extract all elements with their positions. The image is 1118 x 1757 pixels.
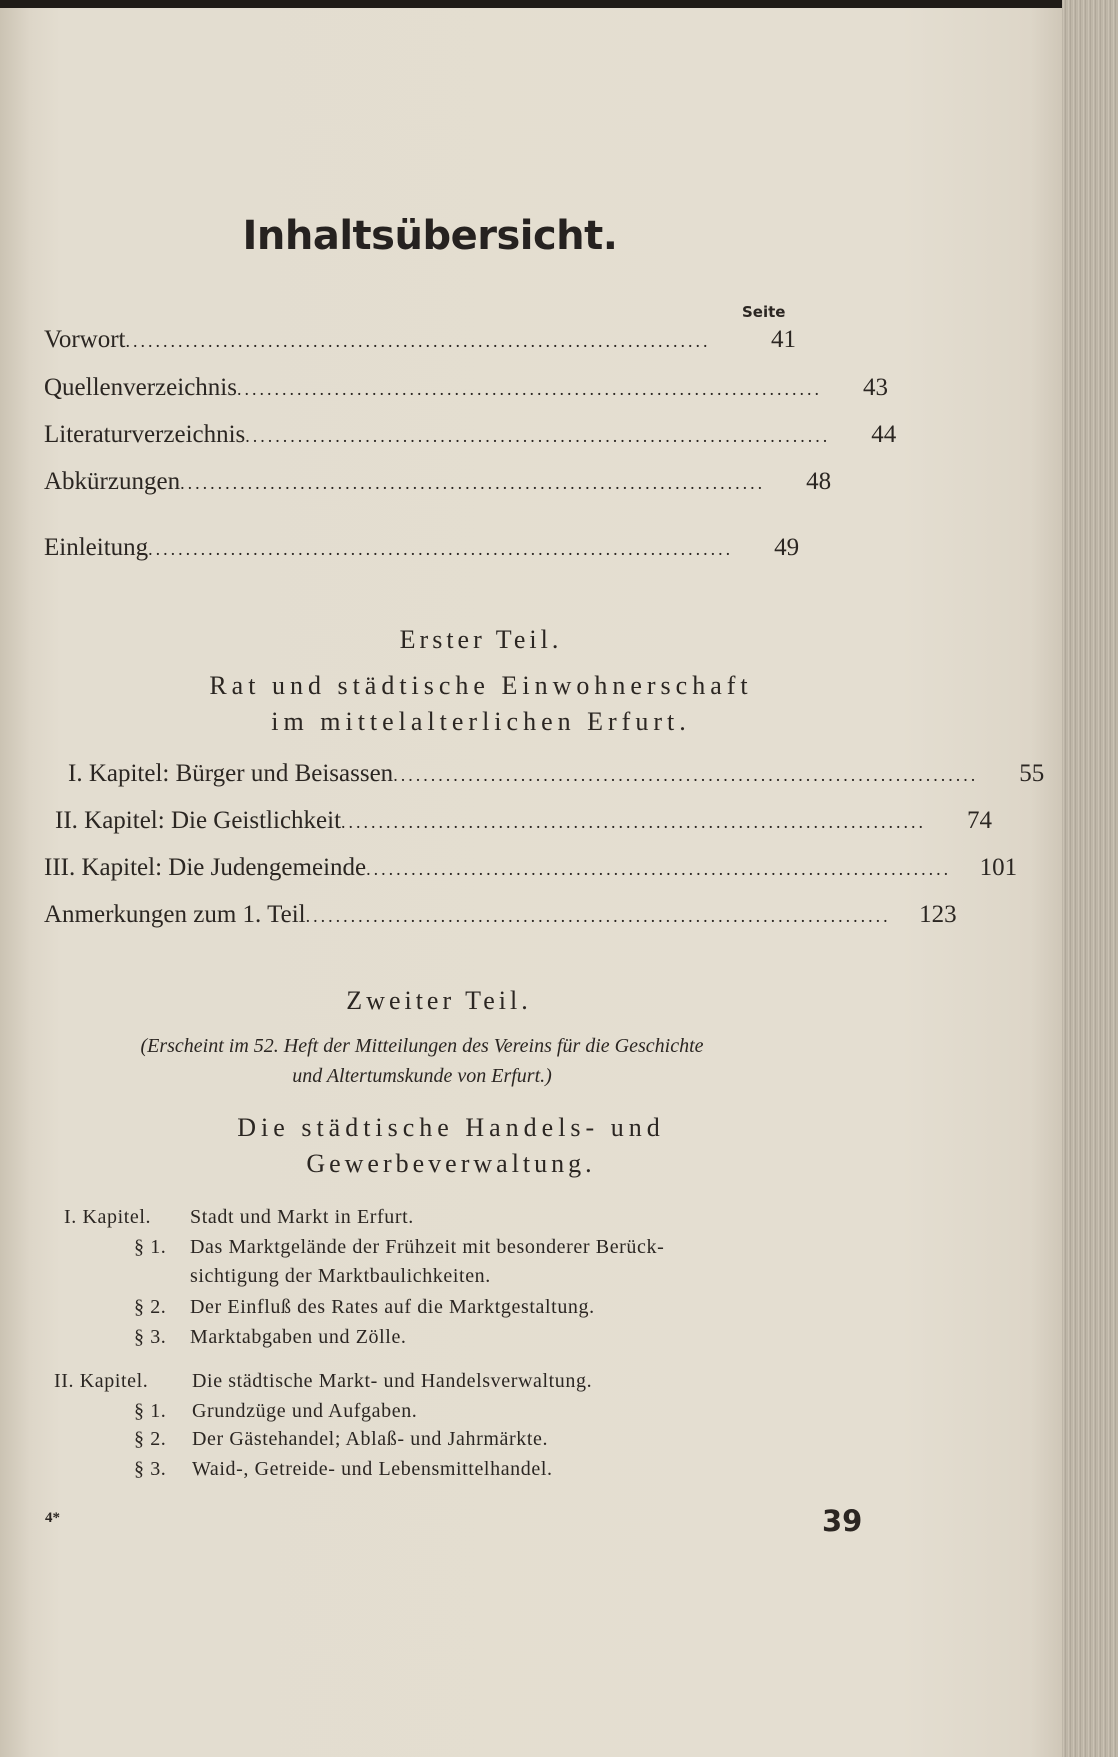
chapter-label: I. Kapitel.	[64, 1206, 152, 1228]
part1-heading: Erster Teil.	[399, 625, 563, 654]
toc-entry-label: Vorwort	[44, 326, 126, 353]
section-number: § 1.	[134, 1400, 167, 1422]
part1-subtitle: im mittelalterlichen Erfurt.	[271, 707, 691, 736]
section-title: Marktabgaben und Zölle.	[190, 1326, 407, 1348]
toc-entry	[44, 326, 796, 360]
chapter-title: Die Geistlichkeit	[170, 807, 342, 834]
leader-dots: ..............................................................................	[180, 473, 766, 493]
notes-entry	[44, 901, 957, 935]
section-title: Grundzüge und Aufgaben.	[192, 1400, 418, 1422]
page-stack-edge	[1062, 0, 1118, 1757]
part2-subtitle: Die städtische Handels- und	[237, 1113, 665, 1142]
toc-entry	[44, 534, 800, 568]
leader-dots: ..............................................................................	[305, 906, 891, 926]
chapter-page: 74	[967, 807, 993, 834]
toc-entry-label: Einleitung	[44, 534, 149, 561]
chapter-page: 101	[979, 854, 1018, 881]
section-number: § 2.	[134, 1296, 167, 1318]
leader-dots: ..............................................................................	[393, 765, 979, 785]
notes-page: 123	[919, 901, 957, 928]
toc-entry-label: Literaturverzeichnis	[44, 421, 246, 448]
leader-dots: ..............................................................................	[341, 812, 927, 832]
toc-entry	[44, 421, 897, 455]
section-title: Das Marktgelände der Frühzeit mit besonderer Berück-	[190, 1236, 665, 1258]
part2-note: und Altertumskunde von Erfurt.)	[292, 1065, 552, 1087]
toc-entry-label: Abkürzungen	[44, 468, 181, 495]
chapter-label: II. Kapitel.	[54, 1370, 149, 1392]
page-top-shadow	[0, 0, 1118, 8]
chapter-title: Die Judengemeinde	[168, 854, 367, 881]
toc-entry	[44, 374, 888, 408]
seite-column-label: Seite	[742, 303, 786, 321]
chapter-entry	[44, 854, 1018, 888]
leader-dots: ..............................................................................	[366, 859, 952, 879]
toc-entry-page: 43	[862, 374, 888, 401]
section-title: Waid-, Getreide- und Lebensmittelhandel.	[192, 1458, 553, 1480]
book-page	[0, 8, 1062, 1757]
signature-mark: 4*	[45, 1510, 60, 1526]
part2-note: (Erscheint im 52. Heft der Mitteilungen des Vereins für die Geschichte	[140, 1035, 704, 1057]
chapter-word: Kapitel:	[84, 807, 165, 834]
page-number: 39	[822, 1504, 863, 1538]
section-title-cont: sichtigung der Marktbaulichkeiten.	[190, 1265, 491, 1287]
chapter-word: Kapitel:	[81, 854, 163, 881]
toc-entry	[44, 468, 832, 502]
leader-dots: ..............................................................................	[236, 379, 822, 399]
chapter-title: Stadt und Markt in Erfurt.	[190, 1206, 414, 1228]
chapter-title: Bürger und Beisassen	[175, 760, 394, 787]
chapter-title: Die städtische Markt- und Handelsverwaltung.	[192, 1370, 593, 1392]
chapter-label	[55, 807, 341, 835]
chapter-entry	[68, 760, 1045, 794]
part2-subtitle: Gewerbeverwaltung.	[306, 1149, 596, 1178]
page-title: Inhaltsübersicht.	[242, 213, 618, 259]
chapter-label	[44, 854, 366, 882]
toc-entry-page: 49	[774, 534, 800, 561]
part1-subtitle: Rat und städtische Einwohnerschaft	[209, 671, 753, 700]
toc-entry-page: 41	[771, 326, 796, 353]
section-title: Der Einfluß des Rates auf die Marktgestaltung.	[190, 1296, 595, 1318]
section-number: § 1.	[134, 1236, 167, 1258]
section-number: § 3.	[134, 1458, 167, 1480]
part2-heading: Zweiter Teil.	[346, 986, 532, 1015]
section-title: Der Gästehandel; Ablaß- und Jahrmärkte.	[192, 1428, 549, 1450]
toc-entry-page: 44	[871, 421, 897, 448]
section-number: § 3.	[134, 1326, 167, 1348]
leader-dots: ..............................................................................	[245, 426, 831, 446]
chapter-entry	[55, 807, 993, 841]
chapter-label	[68, 760, 393, 788]
section-number: § 2.	[134, 1428, 167, 1450]
toc-entry-page: 48	[806, 468, 832, 495]
chapter-number: I.	[68, 760, 83, 787]
chapter-number: II.	[55, 807, 78, 834]
toc-entry-label: Quellenverzeichnis	[44, 374, 237, 401]
notes-label: Anmerkungen zum 1. Teil	[44, 901, 306, 928]
chapter-word: Kapitel:	[88, 760, 170, 787]
leader-dots: ..............................................................................	[148, 539, 734, 559]
leader-dots: ..............................................................................	[125, 331, 711, 351]
chapter-number: III.	[44, 854, 76, 881]
chapter-page: 55	[1019, 760, 1045, 787]
